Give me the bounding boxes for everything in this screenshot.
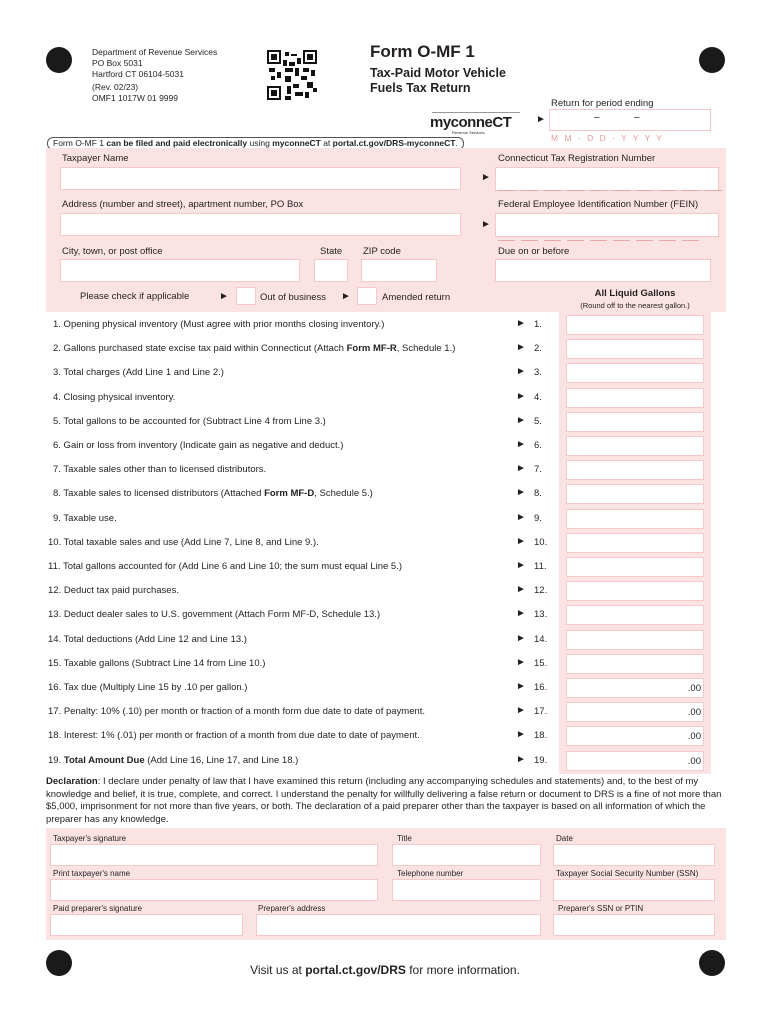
period-label: Return for period ending [551,98,654,109]
arrow-icon: ► [516,560,526,571]
title-field[interactable] [392,844,541,866]
ct-registration-field[interactable] [495,167,719,191]
line-text-suffix: , Schedule 1.) [396,343,456,355]
line-11-row [46,557,726,581]
line-text-suffix: , Schedule 5.) [314,488,373,500]
line-text: 1. Opening physical inventory (Must agree with prior months closing inventory.) [53,319,385,330]
po-box: PO Box 5031 [92,58,143,68]
line-description [53,440,343,451]
arrow-icon: ► [219,291,229,302]
line-number: 7. [534,464,542,476]
line-description [53,513,117,524]
line-text: 11. Total gallons accounted for (Add Line 6 and Line 10; the sum must equal Line 5.) [48,561,403,572]
ct-registration-label: Connecticut Tax Registration Number [498,153,656,164]
ssn-label: Taxpayer Social Security Number (SSN) [556,869,699,878]
line-number: 15. [534,657,548,669]
efile-bold-2: myconneCT [272,138,321,148]
preparer-ssn-field[interactable] [553,914,715,936]
logo-text: myconneCT [430,114,512,131]
efile-bold-1: can be filed and paid electronically [104,138,248,148]
line-number: 14. [534,633,548,645]
line-text: 16. Tax due (Multiply Line 15 by .10 per gallon.) [48,682,248,693]
line-19-row [46,751,726,775]
line-6-amount-field[interactable] [566,436,704,456]
arrow-icon: ► [516,584,526,596]
arrow-icon: ► [516,681,526,692]
line-description [53,343,455,354]
arrow-icon: ► [516,390,526,402]
line-text: 18. Interest: 1% (.01) per month or fraction of a month from due date to date of payment. [48,730,420,742]
form-code: OMF1 1017W 01 9999 [92,93,178,103]
print-name-label: Print taxpayer's name [53,869,131,878]
city-label: City, town, or post office [62,246,163,257]
arrow-icon: ► [516,729,526,741]
line-number: 17. [534,706,548,718]
agency-city: Hartford CT 06104-5031 [92,69,184,79]
line-text: 12. Deduct tax paid purchases. [48,585,179,597]
line-text: 14. Total deductions (Add Line 12 and Line 13.) [48,633,247,645]
arrow-icon: ► [516,318,526,329]
line-12-row [46,581,726,605]
footer-pre: Visit us at [250,963,306,977]
line-description [48,730,420,741]
city-field[interactable] [60,259,300,282]
telephone-field[interactable] [392,879,541,901]
line-description [48,755,298,766]
arrow-icon: ► [516,414,526,426]
line-description [48,609,380,620]
date-field[interactable] [553,844,715,866]
line-number: 2. [534,343,542,355]
preparer-signature-field[interactable] [50,914,243,936]
line-description [48,537,319,548]
line-4-row [46,388,726,412]
qr-code [267,50,317,100]
fein-digit-guides [498,239,699,241]
line-17-amount-field[interactable]: .00 [566,702,704,722]
revision: (Rev. 02/23) [92,82,139,92]
out-of-business-label: Out of business [260,292,327,303]
arrow-icon: ► [516,511,526,523]
line-text: 5. Total gallons to be accounted for (Subtract Line 4 from Line 3.) [53,415,326,427]
arrow-icon: ► [516,705,526,717]
line-16-amount-field[interactable]: .00 [566,678,704,698]
line-14-row [46,630,726,654]
preparer-address-label: Preparer's address [258,904,326,913]
line-description [53,488,373,499]
line-1-amount-field[interactable] [566,315,704,335]
line-text: 19. [48,754,64,766]
line-text: 8. Taxable sales to licensed distributors (Attached [53,488,265,500]
line-number: 4. [534,391,542,403]
line-16-row [46,678,726,702]
line-14-amount-field[interactable] [566,630,704,650]
line-description [53,416,326,427]
due-date-field[interactable] [495,259,711,282]
arrow-icon: ► [516,608,526,620]
line-description [48,658,265,669]
telephone-label: Telephone number [397,869,464,878]
declaration-text: : I declare under penalty of law that I have examined this return (including any accompanying schedules and statements) and, to the best of my knowledge and belief, it is true, complete, and correct. I understand the penalty for willfully delivering a false return or document to DRS is a fine of not more than $5,000, imprisonment for not more than five years, or both. The declaration of a paid preparer other than the taxpayer is based on all information of which the preparer has any knowledge. [46,776,722,825]
state-field[interactable] [314,259,348,282]
footer-link[interactable]: portal.ct.gov/DRS [305,963,406,977]
line-3-row [46,363,726,387]
taxpayer-signature-label: Taxpayer's signature [53,834,127,843]
line-description [48,706,425,717]
line-9-amount-field[interactable] [566,509,704,529]
line-text: 7. Taxable sales other than to licensed distributors. [53,464,267,476]
line-5-row [46,412,726,436]
line-description [48,682,247,693]
line-number: 5. [534,415,542,427]
out-of-business-checkbox[interactable] [236,287,256,305]
state-label: State [320,246,343,257]
check-applicable-label: Please check if applicable [80,291,190,302]
arrow-icon: ► [341,291,351,302]
line-text: 17. Penalty: 10% (.10) per month or fraction of a month form due date to date of payment. [48,706,426,718]
line-2-amount-field[interactable] [566,339,704,359]
line-text: 9. Taxable use. [53,512,117,524]
line-12-amount-field[interactable] [566,581,704,601]
zip-label: ZIP code [363,246,401,257]
line-description [53,464,266,475]
line-17-row [46,702,726,726]
taxpayer-name-label: Taxpayer Name [62,153,129,164]
line-number: 3. [534,367,542,379]
line-5-amount-field[interactable] [566,412,704,432]
line-text-bold: Total Amount Due [63,754,145,766]
line-number: 13. [534,609,548,621]
declaration [46,776,728,826]
efile-prefix: Form O-MF 1 [53,138,104,148]
line-3-amount-field[interactable] [566,363,704,383]
line-10-amount-field[interactable] [566,533,704,553]
line-8-row [46,484,726,508]
line-8-amount-field[interactable] [566,484,704,504]
preparer-signature-label: Paid preparer's signature [53,904,143,913]
period-ending-field[interactable]: – – [549,109,711,131]
subtitle-line-2: Fuels Tax Return [370,81,471,95]
print-name-field[interactable] [50,879,378,901]
form-title: Form O-MF 1 [370,42,475,61]
line-10-row [46,533,726,557]
line-number: 8. [534,488,542,500]
line-text-bold: Form MF-R [346,343,397,355]
arrow-icon: ► [516,753,526,765]
line-9-row [46,509,726,533]
preparer-address-field[interactable] [256,914,541,936]
arrow-icon: ► [516,366,526,378]
subtitle-line-1: Tax-Paid Motor Vehicle [370,66,506,80]
footer-post: for more information. [405,963,520,977]
line-number: 6. [534,440,542,451]
preparer-ssn-label: Preparer's SSN or PTIN [558,904,644,913]
line-text: 4. Closing physical inventory. [53,391,176,403]
line-number: 12. [534,585,548,597]
line-number: 18. [534,730,548,742]
due-date-label: Due on or before [498,246,570,257]
myconnect-logo [430,112,522,134]
line-text: 13. Deduct dealer sales to U.S. government (Attach Form MF-D, Schedule 13.) [48,609,381,621]
line-number: 1. [534,319,542,330]
line-text: 3. Total charges (Add Line 1 and Line 2.) [53,367,224,379]
line-number: 16. [534,682,548,693]
arrow-icon: ► [516,656,526,668]
line-text-suffix: (Add Line 16, Line 17, and Line 18.) [144,754,299,766]
line-description [48,561,402,572]
line-text: 10. Total taxable sales and use (Add Line 7, Line 8, and Line 9.). [48,536,319,548]
efile-end: . [455,138,458,148]
line-number: 9. [534,512,542,524]
line-2-row [46,339,726,363]
line-19-amount-field[interactable]: .00 [566,751,704,771]
address-label: Address (number and street), apartment number, PO Box [62,199,304,210]
amended-return-checkbox[interactable] [357,287,377,305]
line-description [48,585,179,596]
efile-bold-3: portal.ct.gov/DRS-myconneCT [332,138,456,148]
line-4-amount-field[interactable] [566,388,704,408]
footer [0,963,770,977]
logo-subtext: Revenue Services [452,130,485,135]
line-11-amount-field[interactable] [566,557,704,577]
line-15-row [46,654,726,678]
line-13-row [46,605,726,629]
line-description [48,634,247,645]
line-number: 10. [534,536,548,548]
line-description [53,392,175,403]
fein-label: Federal Employee Identification Number (FEIN) [498,199,699,210]
arrow-icon: ► [481,172,491,183]
line-6-row [46,436,726,460]
line-7-amount-field[interactable] [566,460,704,480]
registration-mark [699,47,725,73]
line-18-amount-field[interactable]: .00 [566,726,704,746]
amended-return-label: Amended return [382,292,451,303]
line-1-row [46,315,726,339]
declaration-label: Declaration [46,776,98,787]
line-text-bold: Form MF-D [264,488,315,500]
title-label: Title [397,834,412,843]
period-mask: M M - D D - Y Y Y Y [551,133,664,143]
line-text: 15. Taxable gallons (Subtract Line 14 from Line 10.) [48,657,266,669]
arrow-icon: ► [516,632,526,644]
date-label: Date [556,834,573,843]
arrow-icon: ► [516,535,526,547]
line-text: 2. Gallons purchased state excise tax paid within Connecticut (Attach [53,343,347,355]
arrow-icon: ► [516,487,526,499]
fein-field[interactable] [495,213,719,237]
line-number: 19. [534,754,548,766]
efile-mid: using [247,138,273,148]
form-subtitle [370,66,506,96]
address-field[interactable] [60,213,461,236]
zip-field[interactable] [361,259,437,282]
arrow-icon: ► [516,463,526,475]
gallons-column-title: All Liquid Gallons [594,288,676,299]
arrow-icon: ► [516,342,526,354]
line-18-row [46,726,726,750]
arrow-icon: ► [516,439,526,450]
line-description [53,319,384,330]
line-number: 11. [534,561,547,572]
gallons-column-subtitle: (Round off to the nearest gallon.) [580,301,690,310]
efile-mid2: at [320,138,333,148]
line-7-row [46,460,726,484]
ssn-field[interactable] [553,879,715,901]
taxpayer-signature-field[interactable] [50,844,378,866]
agency-name: Department of Revenue Services [92,47,218,57]
ct-registration-digit-guides [498,189,722,191]
line-15-amount-field[interactable] [566,654,704,674]
agency-address [92,47,217,104]
arrow-icon: ► [536,114,546,125]
taxpayer-name-field[interactable] [60,167,461,190]
line-13-amount-field[interactable] [566,605,704,625]
line-description [53,367,224,378]
arrow-icon: ► [481,219,491,230]
registration-mark [46,47,72,73]
line-text: 6. Gain or loss from inventory (Indicate gain as negative and deduct.) [53,440,344,451]
